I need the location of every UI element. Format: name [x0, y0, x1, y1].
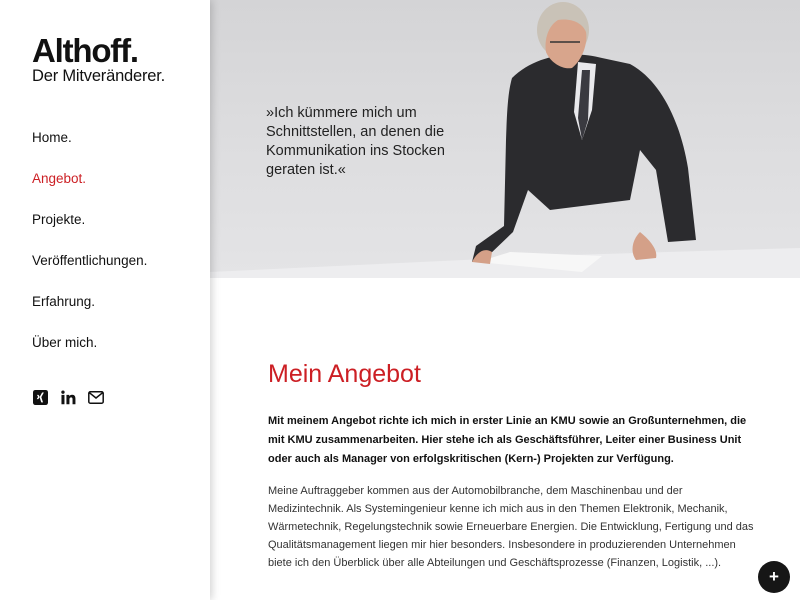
nav-item-erfahrung[interactable]: Erfahrung. — [32, 294, 96, 309]
hero-quote: »Ich kümmere mich um Schnittstellen, an denen die Kommunikation ins Stocken geraten ist.« — [266, 105, 445, 178]
logo-tagline: Der Mitveränderer. — [32, 67, 166, 85]
nav-item-veroeffentlichungen[interactable]: Veröffentlichungen. — [32, 253, 148, 268]
mail-icon[interactable] — [88, 389, 104, 405]
social-links — [32, 389, 116, 405]
nav-item-projekte[interactable]: Projekte. — [32, 212, 86, 227]
nav-item — [32, 208, 147, 249]
main-content — [268, 355, 758, 572]
nav-item — [32, 126, 147, 167]
nav-item-home[interactable]: Home. — [32, 130, 72, 145]
nav-item — [32, 167, 147, 208]
plus-button[interactable]: + — [758, 561, 790, 593]
sidebar — [0, 0, 210, 600]
main-navigation — [32, 126, 147, 372]
page-heading: Mein Angebot — [268, 360, 421, 388]
site-logo[interactable] — [32, 34, 165, 86]
hero-banner — [210, 0, 800, 278]
nav-item — [32, 249, 147, 290]
xing-icon[interactable] — [32, 389, 48, 405]
nav-item-angebot[interactable]: Angebot. — [32, 171, 87, 186]
linkedin-icon[interactable] — [60, 389, 76, 405]
lead-paragraph: Mit meinem Angebot richte ich mich in erster Linie an KMU sowie an Großunternehmen, die mit KMU zusammenarbeiten. Hier stehe ich als Geschäftsführer, Leiter einer Business Unit oder auch als Manager von erfolgskritischen (Kern-) Projekten zur Verfügung. — [268, 415, 747, 465]
logo-name: Althoff. — [32, 32, 138, 69]
nav-item — [32, 290, 147, 331]
body-paragraph: Meine Auftraggeber kommen aus der Automobilbranche, dem Maschinenbau und der Medizintechnik. Als Systemingenieur kenne ich mich aus in den Themen Elektronik, Mechanik, Wärmetechnik, Regelungstechnik sowie Erneuerbare Energien. Die Entwicklung, Fertigung und das Qualitätsmanagement liegen mir hier besonders. Insbesondere in produzierenden Unternehmen biete ich den Überblick über alle Abteilungen und Geschäftsprozesse (Finanzen, Logistik, ...). — [268, 485, 754, 569]
nav-item-ueber-mich[interactable]: Über mich. — [32, 335, 98, 350]
nav-item — [32, 331, 147, 372]
